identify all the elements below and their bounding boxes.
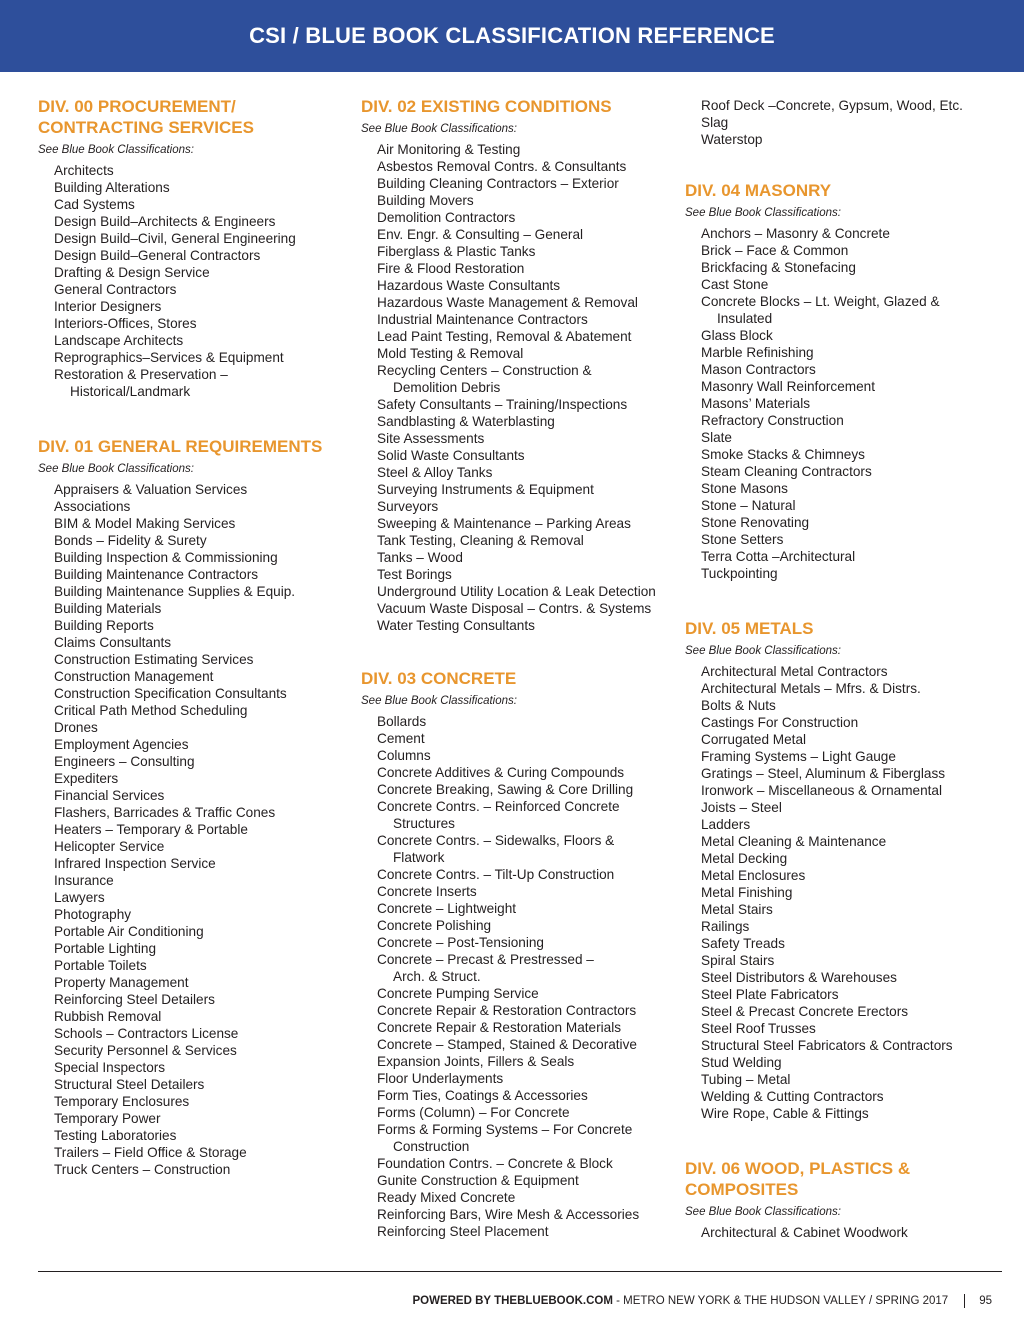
classification-item: Hazardous Waste Management & Removal (377, 295, 638, 310)
footer-divider (964, 1294, 965, 1308)
classification-item: Concrete – Stamped, Stained & Decorative (377, 1037, 637, 1052)
classification-item: Building Materials (54, 601, 162, 616)
classification-item: Architects (54, 163, 114, 178)
classification-item: Brickfacing & Stonefacing (701, 260, 856, 275)
classification-list (361, 141, 673, 634)
classification-item: Metal Enclosures (701, 868, 806, 883)
classification-item: Concrete Blocks – Lt. Weight, Glazed & (701, 294, 940, 309)
column-1 (38, 96, 350, 1214)
classification-item: Lead Paint Testing, Removal & Abatement (377, 329, 632, 344)
classification-item: Building Maintenance Supplies & Equip. (54, 584, 296, 599)
classification-item: Slate (701, 430, 732, 445)
classification-item: Forms (Column) – For Concrete (377, 1105, 570, 1120)
classification-item: Restoration & Preservation – (54, 367, 228, 382)
classification-item: Appraisers & Valuation Services (54, 482, 248, 497)
classification-item: Fiberglass & Plastic Tanks (377, 244, 536, 259)
classification-item: Drafting & Design Service (54, 265, 210, 280)
classification-item: Truck Centers – Construction (54, 1162, 231, 1177)
classification-item: Building Maintenance Contractors (54, 567, 259, 582)
classification-item: Structures (393, 816, 455, 831)
classification-item: Portable Toilets (54, 958, 147, 973)
classification-item: Schools – Contractors License (54, 1026, 239, 1041)
classification-item: Design Build–General Contractors (54, 248, 261, 263)
classification-item: Employment Agencies (54, 737, 189, 752)
classification-item: Concrete Repair & Restoration Materials (377, 1020, 622, 1035)
classification-item: Portable Air Conditioning (54, 924, 204, 939)
classification-item: Concrete Contrs. – Reinforced Concrete (377, 799, 620, 814)
classification-item: Demolition Debris (393, 380, 501, 395)
classification-item: Floor Underlayments (377, 1071, 504, 1086)
see-classifications-label: See Blue Book Classifications: (361, 123, 517, 135)
classification-item: Special Inspectors (54, 1060, 166, 1075)
see-classifications-label: See Blue Book Classifications: (361, 695, 517, 707)
section-div-03 (361, 668, 673, 1240)
classification-list (361, 713, 673, 1240)
classification-item: Tuckpointing (701, 566, 778, 581)
classification-item: Stone Setters (701, 532, 784, 547)
classification-item: Concrete Inserts (377, 884, 477, 899)
classification-item: Rubbish Removal (54, 1009, 162, 1024)
classification-item: Hazardous Waste Consultants (377, 278, 561, 293)
classification-item: Steel & Alloy Tanks (377, 465, 493, 480)
classification-item: Sweeping & Maintenance – Parking Areas (377, 516, 631, 531)
classification-item: Temporary Power (54, 1111, 161, 1126)
classification-item: Solid Waste Consultants (377, 448, 525, 463)
classification-item: Water Testing Consultants (377, 618, 535, 633)
classification-item: Site Assessments (377, 431, 485, 446)
classification-item: Surveyors (377, 499, 439, 514)
section-heading: DIV. 05 METALS (685, 619, 814, 638)
classification-item: Wire Rope, Cable & Fittings (701, 1106, 869, 1121)
classification-item: Steel Distributors & Warehouses (701, 970, 897, 985)
section-div-04 (685, 180, 997, 582)
column-3 (685, 97, 997, 1277)
section-div-06 (685, 1158, 997, 1241)
classification-item: Structural Steel Detailers (54, 1077, 205, 1092)
see-classifications-label: See Blue Book Classifications: (685, 1206, 841, 1218)
classification-item: Architectural Metal Contractors (701, 664, 888, 679)
classification-item: General Contractors (54, 282, 177, 297)
classification-item: Tanks – Wood (377, 550, 463, 565)
see-classifications-label: See Blue Book Classifications: (38, 144, 194, 156)
classification-item: Concrete Additives & Curing Compounds (377, 765, 625, 780)
classification-item: Security Personnel & Services (54, 1043, 237, 1058)
classification-item: Surveying Instruments & Equipment (377, 482, 594, 497)
classification-item: Concrete Pumping Service (377, 986, 539, 1001)
classification-item: Photography (54, 907, 132, 922)
classification-item: Air Monitoring & Testing (377, 142, 521, 157)
classification-item: Claims Consultants (54, 635, 172, 650)
classification-item: Joists – Steel (701, 800, 782, 815)
classification-item: Waterstop (701, 132, 763, 147)
classification-item: Associations (54, 499, 131, 514)
section-heading: DIV. 00 PROCUREMENT/ CONTRACTING SERVICES (38, 97, 254, 137)
section-heading: DIV. 02 EXISTING CONDITIONS (361, 97, 612, 116)
classification-item: Interior Designers (54, 299, 162, 314)
classification-item: Mason Contractors (701, 362, 816, 377)
classification-item: Building Cleaning Contractors – Exterior (377, 176, 619, 191)
classification-item: Property Management (54, 975, 189, 990)
classification-item: Bollards (377, 714, 427, 729)
classification-item: Spiral Stairs (701, 953, 775, 968)
classification-item: Gratings – Steel, Aluminum & Fiberglass (701, 766, 946, 781)
classification-item: Building Alterations (54, 180, 170, 195)
classification-item: Cast Stone (701, 277, 769, 292)
classification-item: Historical/Landmark (70, 384, 191, 399)
classification-item: Stud Welding (701, 1055, 782, 1070)
see-classifications-label: See Blue Book Classifications: (685, 645, 841, 657)
classification-item: Engineers – Consulting (54, 754, 195, 769)
classification-item: Stone Masons (701, 481, 788, 496)
classification-item: Metal Stairs (701, 902, 773, 917)
classification-item: Test Borings (377, 567, 452, 582)
classification-item: Form Ties, Coatings & Accessories (377, 1088, 588, 1103)
classification-item: Ready Mixed Concrete (377, 1190, 516, 1205)
classification-item: Columns (377, 748, 431, 763)
section-div-01 (38, 436, 350, 1178)
page-banner (0, 0, 1024, 72)
classification-item: Concrete – Post-Tensioning (377, 935, 544, 950)
page-number: 95 (979, 1295, 992, 1307)
classification-item: Sandblasting & Waterblasting (377, 414, 555, 429)
classification-item: Stone Renovating (701, 515, 810, 530)
classification-item: Refractory Construction (701, 413, 844, 428)
classification-item: Reinforcing Steel Placement (377, 1224, 549, 1239)
classification-item: Construction (393, 1139, 470, 1154)
classification-item: Vacuum Waste Disposal – Contrs. & Systems (377, 601, 652, 616)
section-div-00 (38, 96, 350, 400)
classification-item: Insurance (54, 873, 114, 888)
classification-item: Helicopter Service (54, 839, 165, 854)
classification-item: Stone – Natural (701, 498, 796, 513)
classification-item: Bolts & Nuts (701, 698, 776, 713)
classification-item: Building Movers (377, 193, 474, 208)
see-classifications-label: See Blue Book Classifications: (685, 207, 841, 219)
classification-item: Expansion Joints, Fillers & Seals (377, 1054, 575, 1069)
classification-item: Expediters (54, 771, 119, 786)
classification-list (38, 162, 350, 400)
classification-item: Mold Testing & Removal (377, 346, 524, 361)
classification-item: Design Build–Architects & Engineers (54, 214, 276, 229)
classification-item: Env. Engr. & Consulting – General (377, 227, 584, 242)
classification-item: Bonds – Fidelity & Surety (54, 533, 207, 548)
classification-item: Interiors-Offices, Stores (54, 316, 197, 331)
classification-item: Concrete Breaking, Sawing & Core Drilling (377, 782, 634, 797)
classification-item: Steam Cleaning Contractors (701, 464, 872, 479)
section-heading: DIV. 06 WOOD, PLASTICS & COMPOSITES (685, 1159, 911, 1199)
classification-item: Steel Roof Trusses (701, 1021, 816, 1036)
classification-item: Construction Specification Consultants (54, 686, 287, 701)
classification-item: Cement (377, 731, 425, 746)
section-heading: DIV. 01 GENERAL REQUIREMENTS (38, 437, 323, 456)
classification-item: Metal Finishing (701, 885, 793, 900)
classification-item: Tank Testing, Cleaning & Removal (377, 533, 584, 548)
classification-item: Infrared Inspection Service (54, 856, 216, 871)
classification-list (685, 663, 997, 1122)
classification-item: Testing Laboratories (54, 1128, 177, 1143)
classification-item: Heaters – Temporary & Portable (54, 822, 248, 837)
classification-item: Framing Systems – Light Gauge (701, 749, 896, 764)
classification-item: Demolition Contractors (377, 210, 516, 225)
classification-item: Ironwork – Miscellaneous & Ornamental (701, 783, 943, 798)
classification-list (685, 225, 997, 582)
see-classifications-label: See Blue Book Classifications: (38, 463, 194, 475)
section-div-03-continued (685, 97, 997, 148)
classification-item: Critical Path Method Scheduling (54, 703, 248, 718)
classification-item: Smoke Stacks & Chimneys (701, 447, 865, 462)
classification-item: Brick – Face & Common (701, 243, 849, 258)
classification-item: Portable Lighting (54, 941, 157, 956)
section-div-02 (361, 96, 673, 634)
classification-item: Cad Systems (54, 197, 135, 212)
classification-item: Building Reports (54, 618, 154, 633)
classification-item: Trailers – Field Office & Storage (54, 1145, 247, 1160)
section-heading: DIV. 03 CONCRETE (361, 669, 517, 688)
classification-item: Railings (701, 919, 750, 934)
page-title: CSI / BLUE BOOK CLASSIFICATION REFERENCE (249, 23, 775, 48)
classification-item: Architectural & Cabinet Woodwork (701, 1225, 908, 1240)
classification-item: Reprographics–Services & Equipment (54, 350, 284, 365)
footer-edition: - METRO NEW YORK & THE HUDSON VALLEY / SPRING 2017 (612, 1295, 949, 1307)
classification-item: Gunite Construction & Equipment (377, 1173, 579, 1188)
classification-item: Concrete Polishing (377, 918, 492, 933)
classification-item: Design Build–Civil, General Engineering (54, 231, 296, 246)
classification-item: Temporary Enclosures (54, 1094, 190, 1109)
classification-item: Industrial Maintenance Contractors (377, 312, 588, 327)
classification-item: Forms & Forming Systems – For Concrete (377, 1122, 633, 1137)
footer-powered-by: POWERED BY THEBLUEBOOK.COM (412, 1295, 613, 1307)
classification-item: Recycling Centers – Construction & (377, 363, 592, 378)
classification-item: Concrete Contrs. – Tilt-Up Construction (377, 867, 615, 882)
classification-item: Concrete Contrs. – Sidewalks, Floors & (377, 833, 615, 848)
classification-item: Concrete – Lightweight (377, 901, 517, 916)
section-div-05 (685, 618, 997, 1122)
classification-item: Reinforcing Bars, Wire Mesh & Accessories (377, 1207, 640, 1222)
classification-item: Safety Treads (701, 936, 785, 951)
classification-item: Arch. & Struct. (393, 969, 481, 984)
classification-item: Foundation Contrs. – Concrete & Block (377, 1156, 613, 1171)
classification-item: Insulated (717, 311, 773, 326)
classification-item: Safety Consultants – Training/Inspections (377, 397, 628, 412)
column-2 (361, 96, 673, 1276)
classification-item: Concrete Repair & Restoration Contractors (377, 1003, 637, 1018)
classification-item: Flatwork (393, 850, 445, 865)
classification-item: Fire & Flood Restoration (377, 261, 525, 276)
classification-item: Anchors – Masonry & Concrete (701, 226, 890, 241)
classification-item: Terra Cotta –Architectural (701, 549, 856, 564)
classification-item: Metal Cleaning & Maintenance (701, 834, 887, 849)
classification-item: Glass Block (701, 328, 773, 343)
classification-list (685, 1224, 997, 1241)
classification-item: Building Inspection & Commissioning (54, 550, 278, 565)
classification-item: Slag (701, 115, 729, 130)
classification-item: Steel Plate Fabricators (701, 987, 839, 1002)
footer-rule (38, 1271, 1002, 1272)
classification-item: Concrete – Precast & Prestressed – (377, 952, 594, 967)
classification-item: Lawyers (54, 890, 105, 905)
classification-item: Architectural Metals – Mfrs. & Distrs. (701, 681, 921, 696)
classification-item: Construction Estimating Services (54, 652, 254, 667)
classification-item: Corrugated Metal (701, 732, 807, 747)
classification-item: Masons’ Materials (701, 396, 811, 411)
classification-item: Metal Decking (701, 851, 788, 866)
classification-item: Welding & Cutting Contractors (701, 1089, 884, 1104)
classification-list (685, 97, 997, 148)
classification-item: Structural Steel Fabricators & Contractors (701, 1038, 953, 1053)
classification-item: Marble Refinishing (701, 345, 814, 360)
classification-item: Flashers, Barricades & Traffic Cones (54, 805, 276, 820)
classification-item: Construction Management (54, 669, 214, 684)
classification-item: Drones (54, 720, 98, 735)
classification-item: Steel & Precast Concrete Erectors (701, 1004, 909, 1019)
classification-item: Ladders (701, 817, 751, 832)
classification-item: BIM & Model Making Services (54, 516, 236, 531)
classification-item: Castings For Construction (701, 715, 859, 730)
classification-item: Masonry Wall Reinforcement (701, 379, 876, 394)
classification-item: Tubing – Metal (701, 1072, 791, 1087)
classification-item: Landscape Architects (54, 333, 184, 348)
classification-item: Reinforcing Steel Detailers (54, 992, 215, 1007)
classification-item: Asbestos Removal Contrs. & Consultants (377, 159, 627, 174)
classification-item: Financial Services (54, 788, 165, 803)
classification-item: Roof Deck –Concrete, Gypsum, Wood, Etc. (701, 98, 963, 113)
page-footer (412, 1294, 992, 1308)
section-heading: DIV. 04 MASONRY (685, 181, 832, 200)
classification-list (38, 481, 350, 1178)
classification-item: Underground Utility Location & Leak Detection (377, 584, 656, 599)
